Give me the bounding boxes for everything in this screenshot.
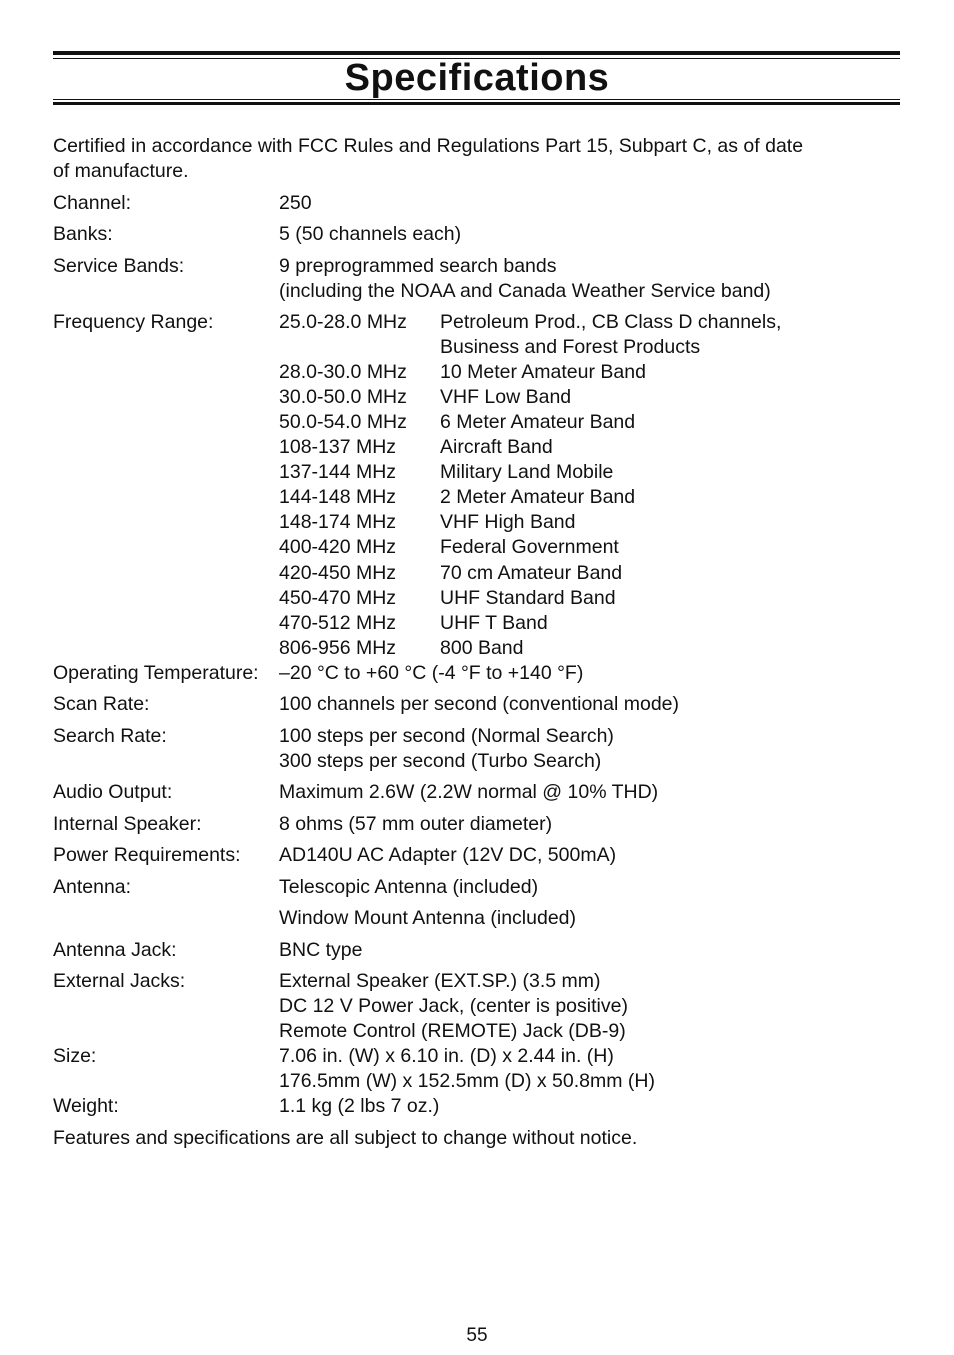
spec-value-external-jacks-line: External Speaker (EXT.SP.) (3.5 mm) [279, 970, 601, 992]
frequency-band-name: VHF Low Band [440, 386, 572, 408]
frequency-band-name: Business and Forest Products [440, 336, 701, 358]
spec-value-service-bands-line: (including the NOAA and Canada Weather Service band) [279, 280, 771, 302]
frequency-band-name: 6 Meter Amateur Band [440, 411, 636, 433]
frequency-range-value: 470-512 MHz [279, 612, 397, 634]
spec-label-search-rate: Search Rate: [53, 725, 167, 747]
spec-label-weight: Weight: [53, 1095, 119, 1117]
frequency-range-value: 144-148 MHz [279, 486, 397, 508]
spec-label-size: Size: [53, 1045, 97, 1067]
spec-value-antenna-jack: BNC type [279, 939, 363, 961]
spec-value-operating-temperature: –20 °C to +60 °C (-4 °F to +140 °F) [279, 662, 584, 684]
spec-label-antenna: Antenna: [53, 876, 132, 898]
spec-label-banks: Banks: [53, 223, 113, 245]
frequency-band-name: 70 cm Amateur Band [440, 562, 623, 584]
page-title: Specifications [344, 57, 610, 99]
frequency-band-name: Petroleum Prod., CB Class D channels, [440, 311, 782, 333]
spec-value-service-bands-line: 9 preprogrammed search bands [279, 255, 557, 277]
spec-value-internal-speaker: 8 ohms (57 mm outer diameter) [279, 813, 553, 835]
spec-value-external-jacks-line: DC 12 V Power Jack, (center is positive) [279, 995, 628, 1017]
spec-label-frequency-range: Frequency Range: [53, 311, 214, 333]
frequency-range-value: 450-470 MHz [279, 587, 397, 609]
page-number: 55 [466, 1325, 488, 1346]
spec-label-power-requirements: Power Requirements: [53, 844, 241, 866]
intro-line-1: Certified in accordance with FCC Rules and Regulations Part 15, Subpart C, as of date [53, 135, 804, 157]
frequency-range-value: 25.0-28.0 MHz [279, 311, 407, 333]
frequency-band-name: Aircraft Band [440, 436, 553, 458]
title-rule-bottom-thin [53, 99, 900, 100]
spec-label-audio-output: Audio Output: [53, 781, 173, 803]
spec-value-search-rate-line: 100 steps per second (Normal Search) [279, 725, 614, 747]
spec-label-scan-rate: Scan Rate: [53, 693, 150, 715]
title-rule-bottom-thick [53, 102, 900, 105]
spec-value-audio-output: Maximum 2.6W (2.2W normal @ 10% THD) [279, 781, 659, 803]
frequency-band-name: 800 Band [440, 637, 524, 659]
spec-value-search-rate-line: 300 steps per second (Turbo Search) [279, 750, 602, 772]
footer-note: Features and specifications are all subject to change without notice. [53, 1127, 638, 1149]
spec-value-banks: 5 (50 channels each) [279, 223, 462, 245]
frequency-range-value: 50.0-54.0 MHz [279, 411, 407, 433]
frequency-range-value: 108-137 MHz [279, 436, 397, 458]
spec-value-scan-rate: 100 channels per second (conventional mode) [279, 693, 680, 715]
frequency-band-name: Federal Government [440, 536, 619, 558]
spec-label-operating-temperature: Operating Temperature: [53, 662, 259, 684]
spec-value-size-line: 176.5mm (W) x 152.5mm (D) x 50.8mm (H) [279, 1070, 655, 1092]
frequency-range-value: 30.0-50.0 MHz [279, 386, 407, 408]
spec-label-external-jacks: External Jacks: [53, 970, 186, 992]
spec-value-weight: 1.1 kg (2 lbs 7 oz.) [279, 1095, 440, 1117]
frequency-band-name: UHF T Band [440, 612, 548, 634]
frequency-range-value: 420-450 MHz [279, 562, 397, 584]
spec-value-power-requirements: AD140U AC Adapter (12V DC, 500mA) [279, 844, 617, 866]
frequency-band-name: VHF High Band [440, 511, 576, 533]
frequency-range-value: 400-420 MHz [279, 536, 397, 558]
frequency-range-value: 28.0-30.0 MHz [279, 361, 407, 383]
spec-value-antenna-line: Telescopic Antenna (included) [279, 876, 539, 898]
frequency-range-value: 148-174 MHz [279, 511, 397, 533]
frequency-band-name: Military Land Mobile [440, 461, 614, 483]
spec-label-channel: Channel: [53, 192, 132, 214]
frequency-band-name: UHF Standard Band [440, 587, 616, 609]
frequency-range-value: 137-144 MHz [279, 461, 397, 483]
frequency-band-name: 10 Meter Amateur Band [440, 361, 646, 383]
spec-value-antenna-line: Window Mount Antenna (included) [279, 907, 577, 929]
spec-label-service-bands: Service Bands: [53, 255, 185, 277]
frequency-band-name: 2 Meter Amateur Band [440, 486, 636, 508]
intro-line-2: of manufacture. [53, 160, 189, 182]
frequency-range-value: 806-956 MHz [279, 637, 397, 659]
spec-value-size-line: 7.06 in. (W) x 6.10 in. (D) x 2.44 in. (H) [279, 1045, 614, 1067]
spec-value-external-jacks-line: Remote Control (REMOTE) Jack (DB-9) [279, 1020, 626, 1042]
spec-label-internal-speaker: Internal Speaker: [53, 813, 202, 835]
spec-value-channel: 250 [279, 192, 312, 214]
spec-label-antenna-jack: Antenna Jack: [53, 939, 177, 961]
